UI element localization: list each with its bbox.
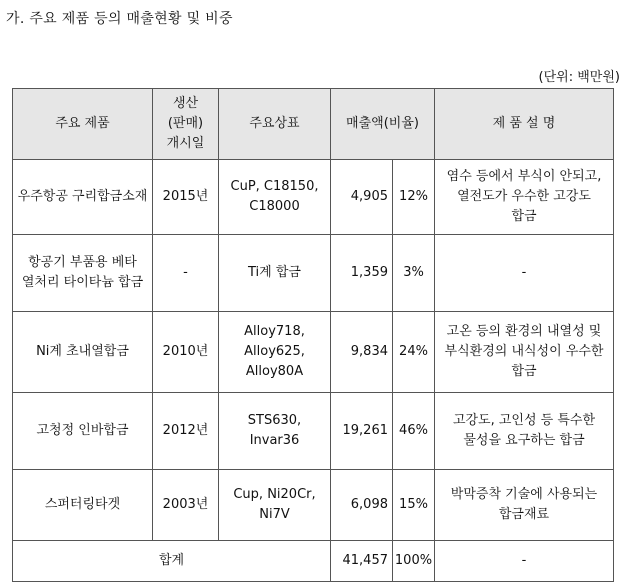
table-row bbox=[13, 312, 614, 393]
sales-amount: 4,905 bbox=[331, 160, 393, 235]
total-ratio: 100% bbox=[393, 541, 435, 582]
brand-names: Ti계 합금 bbox=[219, 235, 331, 312]
sales-amount: 9,834 bbox=[331, 312, 393, 393]
sales-ratio: 46% bbox=[393, 393, 435, 470]
sales-amount: 19,261 bbox=[331, 393, 393, 470]
total-sales: 41,457 bbox=[331, 541, 393, 582]
sales-ratio: 24% bbox=[393, 312, 435, 393]
sales-ratio: 3% bbox=[393, 235, 435, 312]
launch-year: 2003년 bbox=[153, 470, 219, 541]
total-description: - bbox=[435, 541, 614, 582]
header-product: 주요 제품 bbox=[13, 89, 153, 160]
product-description: 박막증착 기술에 사용되는 합금재료 bbox=[435, 470, 614, 541]
sales-ratio: 15% bbox=[393, 470, 435, 541]
product-description: 염수 등에서 부식이 안되고, 열전도가 우수한 고강도 합금 bbox=[435, 160, 614, 235]
header-launch-date: 생산(판매) 개시일 bbox=[153, 89, 219, 160]
table-header-row bbox=[13, 89, 614, 160]
brand-names: CuP, C18150, C18000 bbox=[219, 160, 331, 235]
brand-names: Alloy718, Alloy625, Alloy80A bbox=[219, 312, 331, 393]
brand-names: STS630, Invar36 bbox=[219, 393, 331, 470]
launch-year: - bbox=[153, 235, 219, 312]
sales-table bbox=[12, 88, 614, 582]
product-description: 고강도, 고인성 등 특수한 물성을 요구하는 합금 bbox=[435, 393, 614, 470]
header-sales: 매출액(비율) bbox=[331, 89, 435, 160]
product-name: 항공기 부품용 베타 열처리 타이타늄 합금 bbox=[13, 235, 153, 312]
launch-year: 2010년 bbox=[153, 312, 219, 393]
launch-year: 2012년 bbox=[153, 393, 219, 470]
total-label: 합계 bbox=[13, 541, 331, 582]
product-description: - bbox=[435, 235, 614, 312]
section-heading: 가. 주요 제품 등의 매출현황 및 비중 bbox=[6, 11, 233, 27]
table-row bbox=[13, 393, 614, 470]
sales-ratio: 12% bbox=[393, 160, 435, 235]
product-description: 고온 등의 환경의 내열성 및 부식환경의 내식성이 우수한 합금 bbox=[435, 312, 614, 393]
product-name: Ni계 초내열합금 bbox=[13, 312, 153, 393]
table-row bbox=[13, 235, 614, 312]
launch-year: 2015년 bbox=[153, 160, 219, 235]
product-name: 고청정 인바합금 bbox=[13, 393, 153, 470]
sales-amount: 1,359 bbox=[331, 235, 393, 312]
unit-label: (단위: 백만원) bbox=[538, 70, 620, 85]
header-brand: 주요상표 bbox=[219, 89, 331, 160]
brand-names: Cup, Ni20Cr, Ni7V bbox=[219, 470, 331, 541]
total-row bbox=[13, 541, 614, 582]
table-row bbox=[13, 160, 614, 235]
product-name: 스퍼터링타겟 bbox=[13, 470, 153, 541]
header-description: 제 품 설 명 bbox=[435, 89, 614, 160]
sales-amount: 6,098 bbox=[331, 470, 393, 541]
product-name: 우주항공 구리합금소재 bbox=[13, 160, 153, 235]
table-row bbox=[13, 470, 614, 541]
